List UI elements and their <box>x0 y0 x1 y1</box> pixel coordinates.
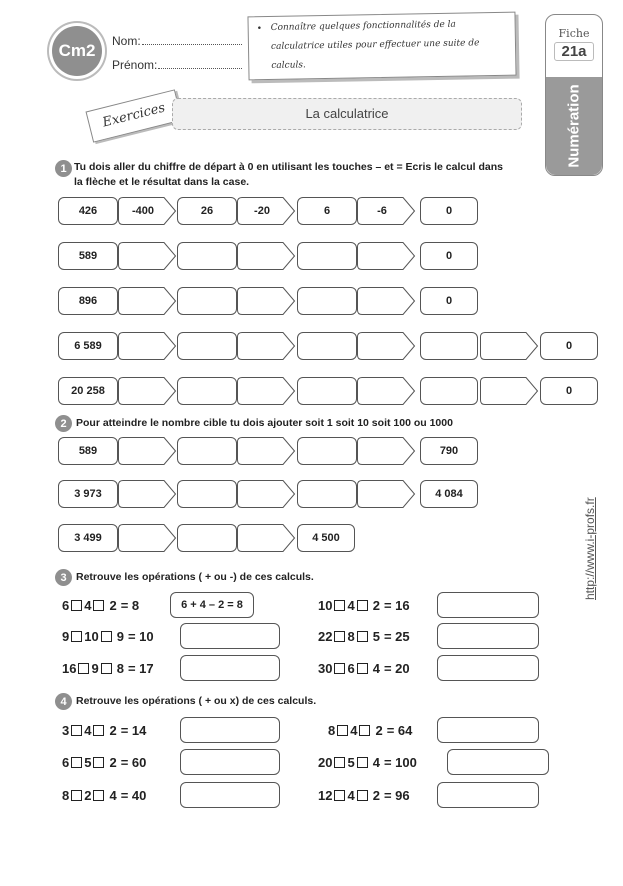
operand: 22 <box>318 628 333 644</box>
level-text: Cm2 <box>58 41 96 60</box>
operand: 12 <box>318 787 333 803</box>
step-box[interactable] <box>177 437 237 465</box>
exercises-tag: Exercices <box>85 89 182 142</box>
arrow-field[interactable] <box>118 524 176 552</box>
exercise-1-number: 1 <box>55 160 72 177</box>
equation-result: = 8 <box>120 597 140 613</box>
arrow-field[interactable] <box>480 377 538 405</box>
arrow-field[interactable] <box>357 377 415 405</box>
equation-result: = 96 <box>383 787 410 803</box>
operand: 2 <box>372 597 380 613</box>
arrow-field[interactable] <box>480 332 538 360</box>
answer-box[interactable] <box>437 592 539 618</box>
operand: 8 <box>62 787 70 803</box>
firstname-label: Prénom: <box>112 58 158 72</box>
arrow-text <box>357 437 415 465</box>
objective-line: calculatrice utiles pour effectuer une suite de <box>270 38 480 52</box>
objective-bullet: • <box>256 24 263 35</box>
arrow-text <box>237 524 295 552</box>
operand: 5 <box>347 754 355 770</box>
start-box: 20 258 <box>58 377 118 405</box>
start-box: 3 499 <box>58 524 118 552</box>
equation <box>318 624 410 648</box>
exercise-3-instruction: Retrouve les opérations ( + ou -) de ces calculs. <box>76 571 314 583</box>
answer-box[interactable] <box>437 623 539 649</box>
operand: 4 <box>109 787 117 803</box>
equation <box>62 656 154 680</box>
operand: 8 <box>328 722 336 738</box>
operand: 4 <box>84 597 92 613</box>
arrow-field[interactable] <box>357 480 415 508</box>
answer-box[interactable]: 6 + 4 – 2 = 8 <box>170 592 254 618</box>
operator-box[interactable] <box>357 663 368 674</box>
answer-box[interactable] <box>437 717 539 743</box>
page-title: La calculatrice <box>172 98 522 130</box>
step-box[interactable] <box>177 524 237 552</box>
arrow-text <box>118 480 176 508</box>
start-box: 589 <box>58 437 118 465</box>
arrow-field[interactable] <box>237 242 295 270</box>
start-box: 426 <box>58 197 118 225</box>
operand: 5 <box>84 754 92 770</box>
arrow-field[interactable] <box>118 377 176 405</box>
equation-result: = 16 <box>383 597 410 613</box>
start-box: 6 589 <box>58 332 118 360</box>
step-box[interactable] <box>177 480 237 508</box>
operator-box[interactable] <box>71 725 82 736</box>
operand: 10 <box>84 628 99 644</box>
instruction-line: la flèche et le résultat dans la case. <box>74 176 250 188</box>
equation <box>318 750 417 774</box>
target-box: 4 500 <box>297 524 355 552</box>
arrow-field[interactable] <box>118 242 176 270</box>
arrow-text <box>237 287 295 315</box>
exercise-1-instruction <box>74 160 534 190</box>
arrow-text: -400 <box>131 205 155 217</box>
answer-box[interactable] <box>180 655 280 681</box>
equation-result: = 60 <box>120 754 147 770</box>
arrow-text <box>480 332 538 360</box>
equation-result: = 10 <box>127 628 154 644</box>
answer-box[interactable] <box>180 623 280 649</box>
arrow-field[interactable] <box>118 332 176 360</box>
operand: 2 <box>375 722 383 738</box>
arrow-text <box>237 242 295 270</box>
step-box[interactable] <box>297 332 357 360</box>
arrow-text <box>237 332 295 360</box>
arrow-text <box>357 242 415 270</box>
arrow-text: -6 <box>377 205 387 217</box>
operator-box[interactable] <box>93 600 104 611</box>
operand: 4 <box>372 660 380 676</box>
operator-box[interactable] <box>357 790 368 801</box>
operator-box[interactable] <box>71 631 82 642</box>
exercise-4-number: 4 <box>55 693 72 710</box>
answer-box[interactable] <box>180 717 280 743</box>
operator-box[interactable] <box>357 631 368 642</box>
operand: 2 <box>84 787 92 803</box>
equation <box>62 718 146 742</box>
operator-box[interactable] <box>101 631 112 642</box>
arrow-field[interactable] <box>357 437 415 465</box>
arrow-text <box>118 377 176 405</box>
step-box[interactable] <box>297 480 357 508</box>
equation-result: = 14 <box>120 722 147 738</box>
answer-box[interactable] <box>447 749 549 775</box>
step-box[interactable] <box>420 377 478 405</box>
operator-box[interactable] <box>357 600 368 611</box>
operator-box[interactable] <box>334 631 345 642</box>
target-box: 0 <box>420 287 478 315</box>
exercise-4-instruction: Retrouve les opérations ( + ou x) de ces calculs. <box>76 695 317 707</box>
operand: 6 <box>62 597 70 613</box>
step-box[interactable] <box>177 332 237 360</box>
arrow-text <box>480 377 538 405</box>
arrow-field[interactable] <box>237 480 295 508</box>
operator-box[interactable] <box>93 757 104 768</box>
operand: 5 <box>372 628 380 644</box>
arrow-field[interactable] <box>118 480 176 508</box>
answer-box[interactable] <box>437 655 539 681</box>
target-box: 0 <box>540 332 598 360</box>
arrow-field[interactable] <box>237 377 295 405</box>
operand: 2 <box>109 754 117 770</box>
equation <box>62 593 139 617</box>
arrow-text <box>118 524 176 552</box>
arrow-text <box>357 332 415 360</box>
fiche-label: Fiche <box>558 27 590 40</box>
operand: 9 <box>116 628 124 644</box>
domain-label: Numération <box>565 84 583 168</box>
objective-box <box>247 12 516 81</box>
exercise-2-number: 2 <box>55 415 72 432</box>
target-box: 0 <box>420 197 478 225</box>
arrow-text <box>118 242 176 270</box>
website-link[interactable]: http://www.i-profs.fr <box>583 497 597 600</box>
operand: 9 <box>62 628 70 644</box>
objective-line: Connaître quelques fonctionnalités de la <box>270 19 456 33</box>
equation-result: = 20 <box>383 660 410 676</box>
equation <box>62 624 154 648</box>
operator-box[interactable] <box>337 725 348 736</box>
operator-box[interactable] <box>357 757 368 768</box>
operator-box[interactable] <box>334 600 345 611</box>
equation-result: = 17 <box>127 660 154 676</box>
equation-result: = 25 <box>383 628 410 644</box>
answer-box[interactable] <box>180 749 280 775</box>
operand: 6 <box>347 660 355 676</box>
operator-box[interactable] <box>334 663 345 674</box>
name-field[interactable] <box>142 34 242 45</box>
equation <box>318 656 410 680</box>
equation <box>318 593 410 617</box>
operand: 20 <box>318 754 333 770</box>
arrow-field[interactable] <box>237 437 295 465</box>
start-box: 589 <box>58 242 118 270</box>
arrow-field[interactable] <box>118 287 176 315</box>
operand: 3 <box>62 722 70 738</box>
equation <box>62 783 146 807</box>
operand: 10 <box>318 597 333 613</box>
arrow-text <box>357 377 415 405</box>
fiche-tab <box>545 14 603 176</box>
target-box: 790 <box>420 437 478 465</box>
arrow-text <box>118 287 176 315</box>
step-box[interactable] <box>297 242 357 270</box>
step-box: 6 <box>297 197 357 225</box>
arrow-field[interactable] <box>357 197 415 225</box>
operand: 8 <box>116 660 124 676</box>
operand: 2 <box>372 787 380 803</box>
arrow-field[interactable] <box>357 242 415 270</box>
arrow-text: -20 <box>254 205 270 217</box>
start-box: 3 973 <box>58 480 118 508</box>
operand: 16 <box>62 660 77 676</box>
name-label: Nom: <box>112 34 141 48</box>
arrow-text <box>237 480 295 508</box>
operator-box[interactable] <box>359 725 370 736</box>
operator-box[interactable] <box>93 725 104 736</box>
operator-box[interactable] <box>334 757 345 768</box>
step-box[interactable] <box>177 242 237 270</box>
operator-box[interactable] <box>78 663 89 674</box>
step-box[interactable] <box>177 377 237 405</box>
arrow-field[interactable] <box>237 197 295 225</box>
step-box[interactable] <box>177 287 237 315</box>
operator-box[interactable] <box>71 757 82 768</box>
operator-box[interactable] <box>334 790 345 801</box>
step-box[interactable] <box>420 332 478 360</box>
fiche-number: 21a <box>554 42 594 61</box>
equation-result: = 40 <box>120 787 147 803</box>
operand: 4 <box>347 597 355 613</box>
exercise-3-number: 3 <box>55 569 72 586</box>
arrow-field[interactable] <box>118 437 176 465</box>
arrow-field[interactable] <box>237 332 295 360</box>
step-box[interactable] <box>297 287 357 315</box>
operand: 4 <box>347 787 355 803</box>
operand: 8 <box>347 628 355 644</box>
operator-box[interactable] <box>71 600 82 611</box>
operand: 4 <box>350 722 358 738</box>
target-box: 0 <box>420 242 478 270</box>
level-badge <box>52 26 102 76</box>
step-box: 26 <box>177 197 237 225</box>
operator-box[interactable] <box>101 663 112 674</box>
arrow-text <box>118 332 176 360</box>
target-box: 0 <box>540 377 598 405</box>
step-box[interactable] <box>297 437 357 465</box>
operand: 4 <box>84 722 92 738</box>
answer-box[interactable] <box>180 782 280 808</box>
arrow-text <box>237 377 295 405</box>
firstname-field[interactable] <box>158 58 242 69</box>
operator-box[interactable] <box>71 790 82 801</box>
equation-result: = 64 <box>386 722 413 738</box>
step-box[interactable] <box>297 377 357 405</box>
operator-box[interactable] <box>93 790 104 801</box>
target-box: 4 084 <box>420 480 478 508</box>
operand: 2 <box>109 597 117 613</box>
operand: 9 <box>91 660 99 676</box>
arrow-field[interactable] <box>237 524 295 552</box>
arrow-field[interactable] <box>118 197 176 225</box>
answer-box[interactable] <box>437 782 539 808</box>
operand: 6 <box>62 754 70 770</box>
instruction-line: Tu dois aller du chiffre de départ à 0 en utilisant les touches – et = Ecris le calcul dans <box>74 161 503 173</box>
exercise-2-instruction: Pour atteindre le nombre cible tu dois ajouter soit 1 soit 10 soit 100 ou 1000 <box>76 417 453 429</box>
arrow-text <box>118 437 176 465</box>
arrow-text <box>357 287 415 315</box>
equation <box>62 750 146 774</box>
arrow-field[interactable] <box>357 287 415 315</box>
operand: 30 <box>318 660 333 676</box>
arrow-text <box>237 437 295 465</box>
arrow-field[interactable] <box>357 332 415 360</box>
start-box: 896 <box>58 287 118 315</box>
objective-line: calculs. <box>271 60 306 71</box>
arrow-text <box>357 480 415 508</box>
equation <box>328 718 412 742</box>
equation-result: = 100 <box>383 754 417 770</box>
operand: 2 <box>109 722 117 738</box>
equation <box>318 783 410 807</box>
operand: 4 <box>372 754 380 770</box>
arrow-field[interactable] <box>237 287 295 315</box>
